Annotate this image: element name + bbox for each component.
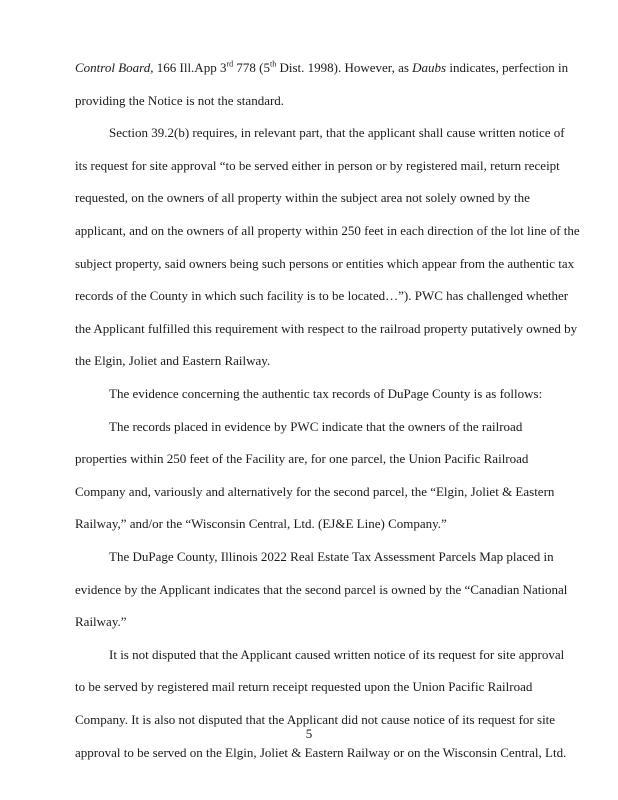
text-line — [75, 679, 532, 695]
text-line — [109, 386, 542, 402]
text-run: applicant, and on the owners of all property within 250 feet in each direction of the lot line of the — [75, 223, 580, 238]
text-line — [75, 353, 270, 369]
text-line — [75, 484, 554, 500]
text-run: Section 39.2(b) requires, in relevant part, that the applicant shall cause written notice of — [109, 125, 565, 141]
text-run: the Applicant fulfilled this requirement with respect to the railroad property putatively owned by — [75, 320, 578, 336]
text-line — [75, 60, 568, 76]
italic-text: Control Board, — [75, 60, 154, 75]
text-line — [75, 451, 528, 467]
text-run: approval to be served on the Elgin, Joliet & Eastern Railway or on the Wisconsin Central, Ltd. — [75, 744, 567, 760]
text-line — [109, 549, 554, 565]
page-number: 5 — [305, 726, 313, 741]
text-line — [75, 256, 574, 272]
text-line — [75, 516, 447, 532]
text-line — [109, 125, 565, 141]
text-run: requested, on the owners of all property within the subject area not solely owned by the — [75, 190, 530, 206]
text-line — [109, 419, 522, 435]
text-run: The evidence concerning the authentic tax records of DuPage County is as follows: — [109, 386, 543, 401]
text-line — [75, 93, 284, 109]
text-run: Dist. 1998). However, as — [276, 60, 413, 75]
text-run: to be served by registered mail return receipt requested upon the Union Pacific Railroad — [75, 679, 533, 695]
text-run: Company. It is also not disputed that the Applicant did not cause notice of its request for site — [75, 712, 556, 727]
superscript-text: rd — [226, 59, 234, 69]
text-run: The DuPage County, Illinois 2022 Real Estate Tax Assessment Parcels Map placed in — [109, 549, 554, 564]
text-run: 166 Ill.App 3 — [153, 60, 227, 75]
text-line — [75, 582, 567, 598]
text-run: It is not disputed that the Applicant caused written notice of its request for site approval — [109, 646, 565, 662]
text-line — [75, 321, 577, 337]
text-run: providing the Notice is not the standard. — [75, 92, 285, 108]
text-line — [75, 223, 580, 239]
superscript-text: th — [269, 59, 277, 69]
text-run: its request for site approval “to be served either in person or by registered mail, return receipt — [75, 157, 560, 173]
text-run: The records placed in evidence by PWC indicate that the owners of the railroad — [109, 418, 523, 434]
text-line — [109, 647, 564, 663]
text-run: 778 (5 — [233, 60, 270, 75]
text-run: the Elgin, Joliet and Eastern Railway. — [75, 353, 271, 369]
text-run: subject property, said owners being such persons or entities which appear from the authentic tax — [75, 255, 575, 271]
text-line — [75, 288, 568, 304]
text-run: records of the County in which such facility is to be located…”). PWC has challenged whether — [75, 288, 569, 304]
text-line — [75, 158, 560, 174]
text-run: Company and, variously and alternatively for the second parcel, the “Elgin, Joliet & Eastern — [75, 483, 555, 499]
text-run: Railway,” and/or the “Wisconsin Central, Ltd. (EJ&E Line) Company.” — [75, 516, 447, 532]
text-run: indicates, perfection in — [446, 60, 569, 75]
text-line — [75, 190, 530, 206]
italic-text: Daubs — [412, 60, 447, 75]
text-run: properties within 250 feet of the Facility are, for one parcel, the Union Pacific Railroad — [75, 451, 529, 467]
text-line — [75, 745, 566, 761]
text-line — [75, 614, 127, 630]
text-run: evidence by the Applicant indicates that the second parcel is owned by the “Canadian National — [75, 581, 568, 597]
text-run: Railway.” — [75, 614, 127, 630]
